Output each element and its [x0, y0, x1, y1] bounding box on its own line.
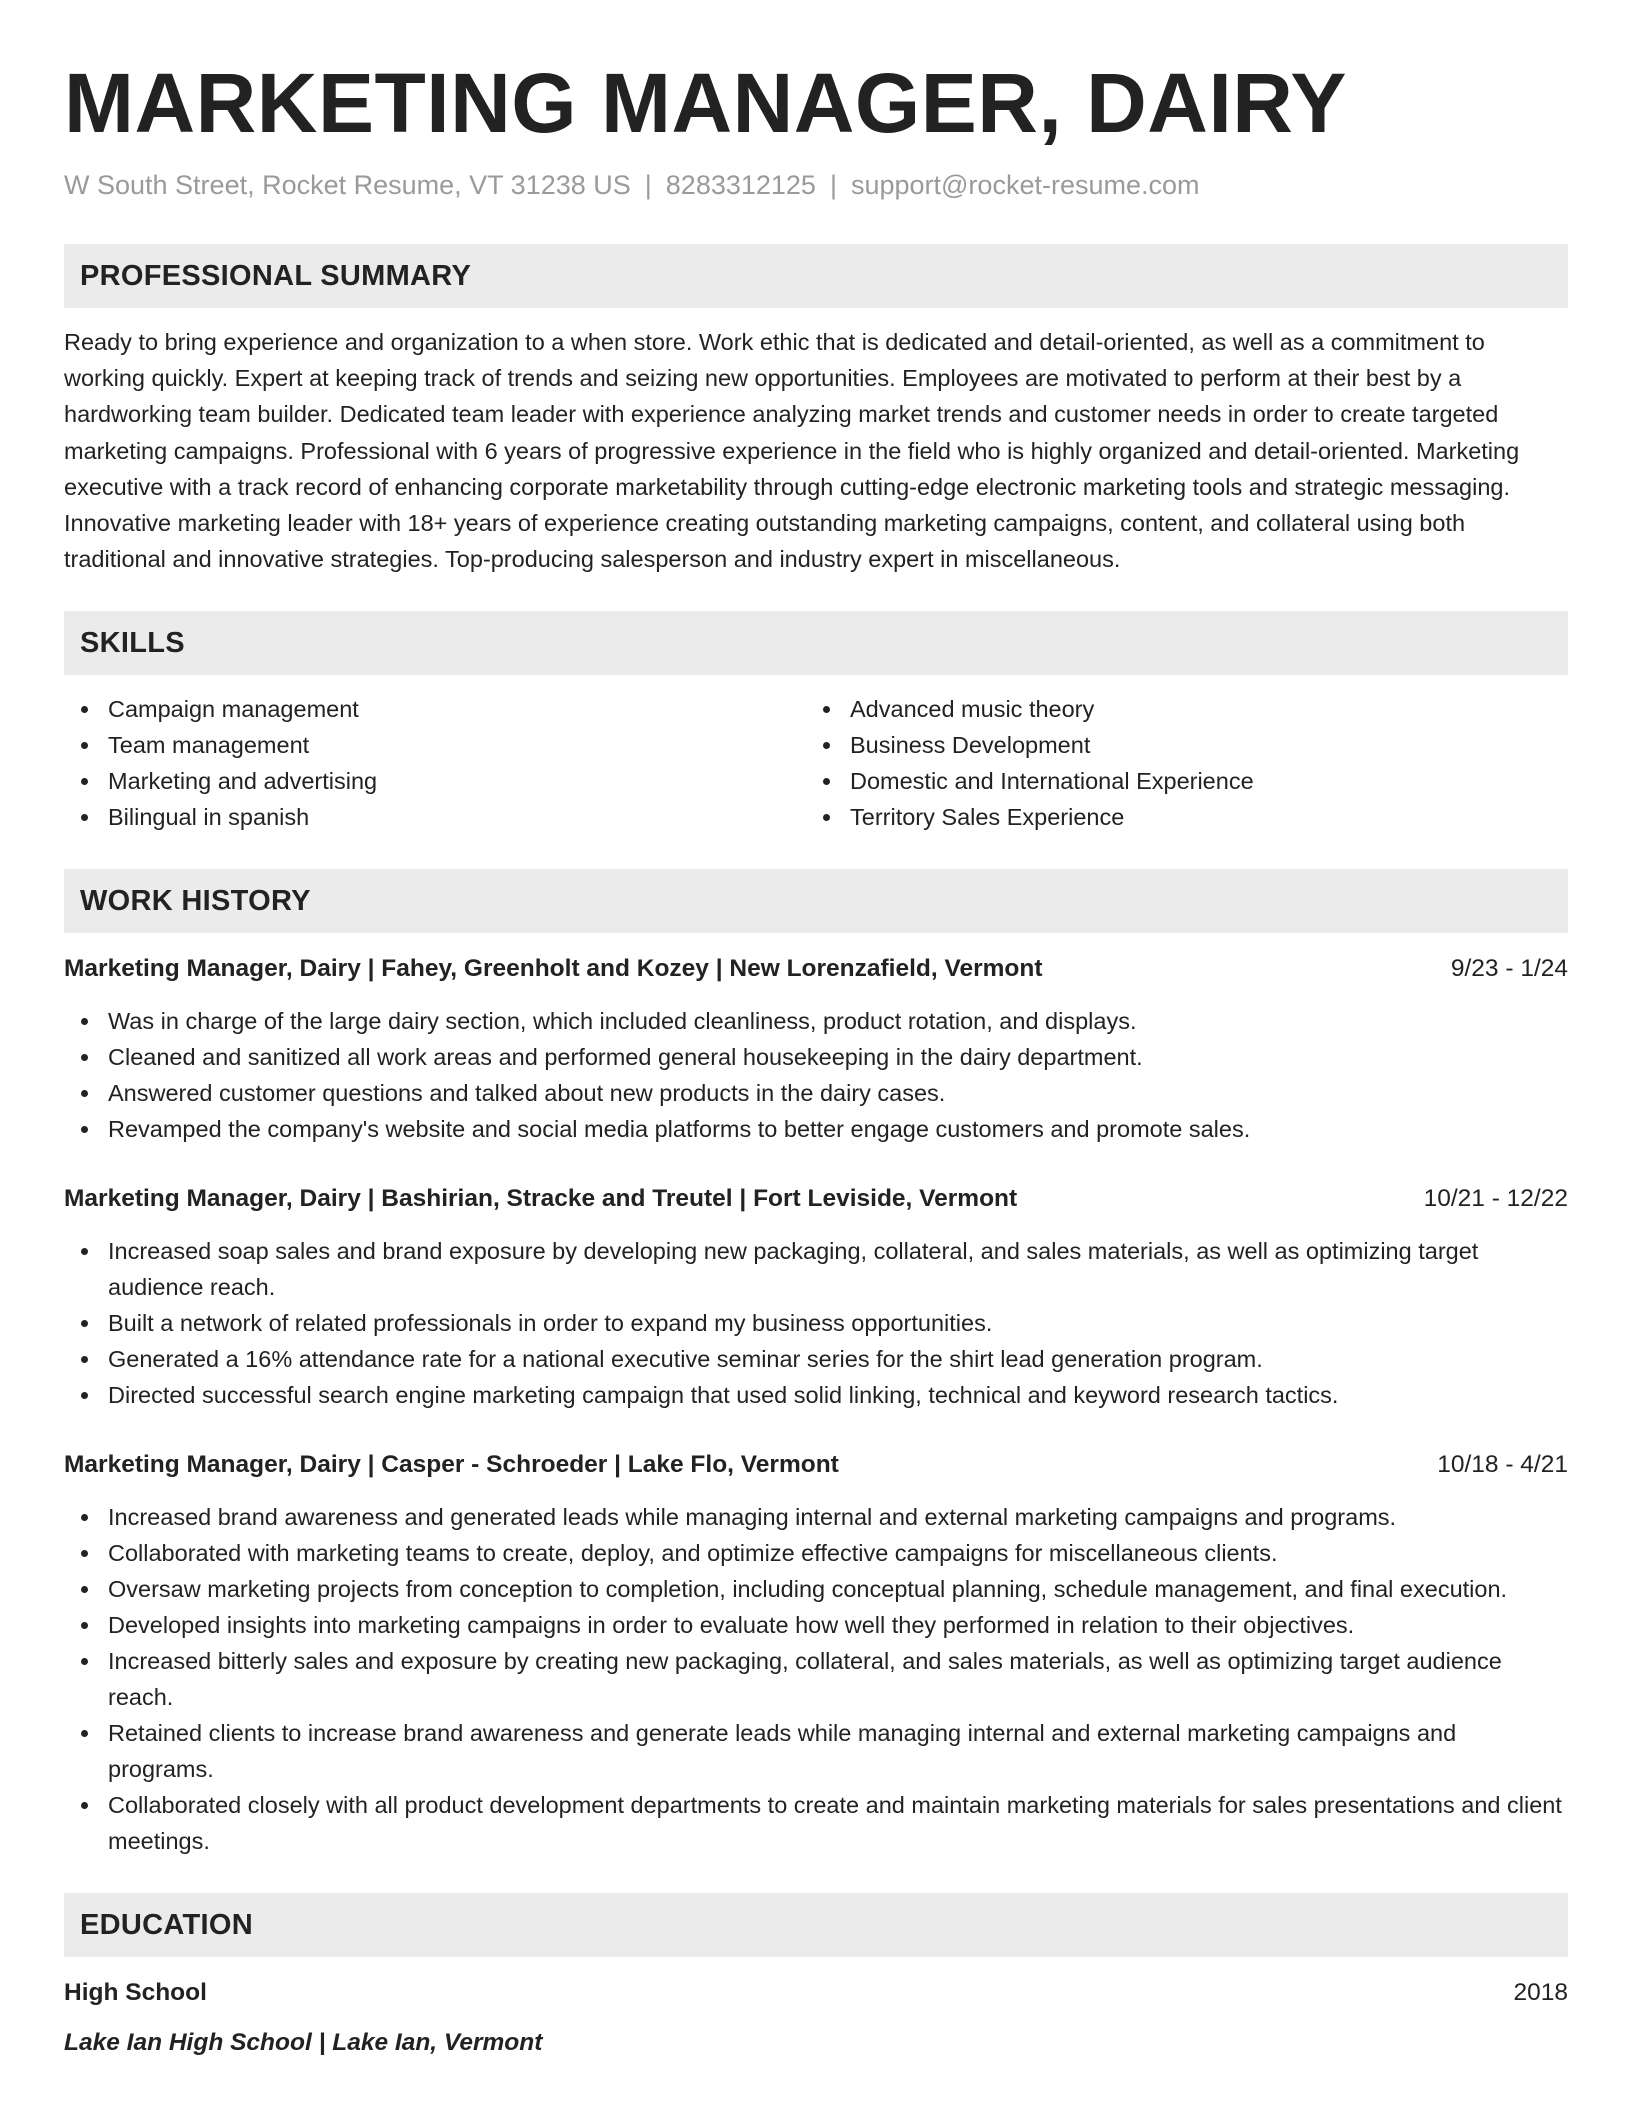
- skill-item: Business Development: [806, 727, 1548, 763]
- job-bullet: Oversaw marketing projects from conception to completion, including conceptual planning, schedule management, and final execution.: [64, 1571, 1568, 1607]
- job-bullet: Retained clients to increase brand awareness and generate leads while managing internal and external marketing campaigns and programs.: [64, 1715, 1568, 1787]
- contact-line: [64, 168, 1568, 202]
- job-bullet: Was in charge of the large dairy section, which included cleanliness, product rotation, and displays.: [64, 1003, 1568, 1039]
- contact-separator: |: [644, 170, 652, 200]
- education-school: Lake Ian High School | Lake Ian, Vermont: [64, 2029, 543, 2057]
- work-history-section: [64, 869, 1568, 1859]
- job-bullet: Cleaned and sanitized all work areas and performed general housekeeping in the dairy department.: [64, 1039, 1568, 1075]
- job-dates: 10/18 - 4/21: [1437, 1451, 1568, 1479]
- education-degree: High School: [64, 1979, 207, 2007]
- skills-list-left: [64, 691, 806, 835]
- education-year: 2018: [1513, 1979, 1568, 2007]
- skills-columns: [64, 691, 1568, 835]
- job-title: Marketing Manager, Dairy | Fahey, Greenholt and Kozey | New Lorenzafield, Vermont: [64, 955, 1043, 983]
- education-header: [64, 1975, 1568, 2011]
- section-heading-work-history: WORK HISTORY: [64, 869, 1568, 933]
- job-title: Marketing Manager, Dairy | Casper - Schroeder | Lake Flo, Vermont: [64, 1451, 839, 1479]
- job-bullet: Built a network of related professionals in order to expand my business opportunities.: [64, 1305, 1568, 1341]
- resume-page: [64, 52, 1568, 2061]
- job-bullet: Directed successful search engine marketing campaign that used solid linking, technical and keyword research tactics.: [64, 1377, 1568, 1413]
- summary-section: [64, 244, 1568, 577]
- job-bullets: [64, 1233, 1568, 1413]
- skill-item: Bilingual in spanish: [64, 799, 806, 835]
- skill-item: Team management: [64, 727, 806, 763]
- job-bullet: Collaborated with marketing teams to create, deploy, and optimize effective campaigns for miscellaneous clients.: [64, 1535, 1568, 1571]
- job-header: [64, 1447, 1568, 1483]
- job-bullet: Increased soap sales and brand exposure by developing new packaging, collateral, and sales materials, as well as optimizing target audience reach.: [64, 1233, 1568, 1305]
- skill-item: Territory Sales Experience: [806, 799, 1548, 835]
- contact-separator: |: [829, 170, 837, 200]
- job-bullets: [64, 1003, 1568, 1147]
- job-bullet: Answered customer questions and talked about new products in the dairy cases.: [64, 1075, 1568, 1111]
- contact-email: support@rocket-resume.com: [850, 170, 1200, 200]
- job-dates: 9/23 - 1/24: [1450, 955, 1568, 983]
- summary-text: Ready to bring experience and organization to a when store. Work ethic that is dedicated and detail-oriented, as well as a commitment to working quickly. Expert at keeping track of trends and seizing new opportunities. Employees are motivated to perform at their best by a hardworking team builder. Dedicated team leader with experience analyzing market trends and customer needs in order to create targeted marketing campaigns. Professional with 6 years of progressive experience in the field who is highly organized and detail-oriented. Marketing executive with a track record of enhancing corporate marketability through cutting-edge electronic marketing tools and strategic messaging. Innovative marketing leader with 18+ years of experience creating outstanding marketing campaigns, content, and collateral using both traditional and innovative strategies. Top-producing salesperson and industry expert in miscellaneous.: [64, 329, 1520, 573]
- section-heading-education: EDUCATION: [64, 1893, 1568, 1957]
- job-entry: [64, 1447, 1568, 1859]
- job-header: [64, 951, 1568, 987]
- skill-item: Campaign management: [64, 691, 806, 727]
- contact-phone: 8283312125: [665, 170, 816, 200]
- skills-section: [64, 611, 1568, 835]
- job-bullet: Increased bitterly sales and exposure by creating new packaging, collateral, and sales materials, as well as optimizing target audience reach.: [64, 1643, 1568, 1715]
- job-bullet: Revamped the company's website and social media platforms to better engage customers and promote sales.: [64, 1111, 1568, 1147]
- skill-item: Advanced music theory: [806, 691, 1548, 727]
- skills-list-right: [806, 691, 1548, 835]
- skill-item: Domestic and International Experience: [806, 763, 1548, 799]
- candidate-name: MARKETING MANAGER, DAIRY: [64, 56, 1347, 150]
- job-bullet: Increased brand awareness and generated leads while managing internal and external marketing campaigns and programs.: [64, 1499, 1568, 1535]
- job-entry: [64, 1181, 1568, 1413]
- education-section: [64, 1893, 1568, 2061]
- job-bullet: Developed insights into marketing campaigns in order to evaluate how well they performed in relation to their objectives.: [64, 1607, 1568, 1643]
- job-bullet: Collaborated closely with all product development departments to create and maintain marketing materials for sales presentations and client meetings.: [64, 1787, 1568, 1859]
- contact-address: W South Street, Rocket Resume, VT 31238 US: [64, 170, 631, 200]
- skill-item: Marketing and advertising: [64, 763, 806, 799]
- section-heading-summary: PROFESSIONAL SUMMARY: [64, 244, 1568, 308]
- job-title: Marketing Manager, Dairy | Bashirian, Stracke and Treutel | Fort Leviside, Vermont: [64, 1185, 1018, 1213]
- job-entry: [64, 951, 1568, 1147]
- section-heading-skills: SKILLS: [64, 611, 1568, 675]
- job-bullets: [64, 1499, 1568, 1859]
- job-dates: 10/21 - 12/22: [1423, 1185, 1568, 1213]
- job-header: [64, 1181, 1568, 1217]
- job-bullet: Generated a 16% attendance rate for a national executive seminar series for the shirt lead generation program.: [64, 1341, 1568, 1377]
- education-entry: [64, 1975, 1568, 2061]
